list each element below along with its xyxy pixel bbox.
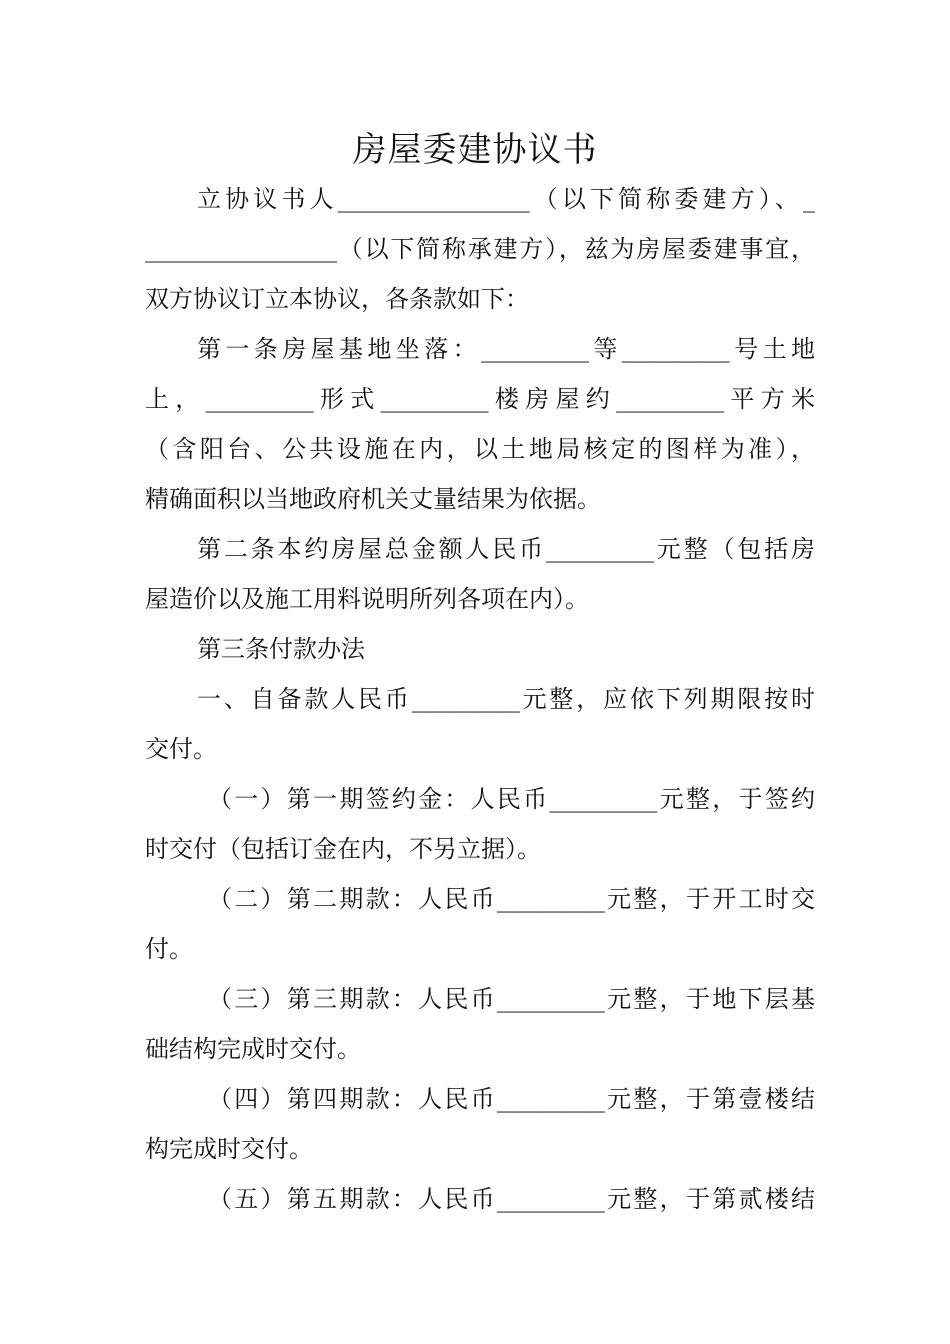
section-heading: 第三条付款办法 [197, 635, 365, 663]
paragraph-line: 上，_________形式_________楼房屋约_________平方米 [145, 385, 815, 413]
paragraph-line: 第二条本约房屋总金额人民币_________元整（包括房 [197, 535, 815, 563]
paragraph-line: （一）第一期签约金：人民币_________元整，于签约 [208, 785, 815, 813]
paragraph-line: 屋造价以及施工用料说明所列各项在内）。 [145, 585, 589, 613]
paragraph-line: （四）第四期款：人民币_________元整，于第壹楼结 [208, 1085, 815, 1113]
paragraph-line: （五）第五期款：人民币_________元整，于第贰楼结 [208, 1185, 815, 1213]
paragraph-line: 立协议书人________________（以下简称委建方）、_ [197, 185, 815, 213]
paragraph-line: 精确面积以当地政府机关丈量结果为依据。 [145, 485, 601, 513]
paragraph-line: （含阳台、公共设施在内，以土地局核定的图样为准）， [145, 435, 815, 463]
paragraph-line: 第一条房屋基地坐落：_________等_________号土地 [197, 335, 815, 363]
paragraph-line: 一、自备款人民币_________元整，应依下列期限按时 [197, 685, 815, 713]
paragraph-line: 付。 [145, 935, 193, 963]
paragraph-line: （二）第二期款：人民币_________元整，于开工时交 [208, 885, 815, 913]
document-title: 房屋委建协议书 [352, 130, 598, 170]
paragraph-line: （三）第三期款：人民币_________元整，于地下层基 [208, 985, 815, 1013]
paragraph-line: 时交付（包括订金在内，不另立据）。 [145, 835, 541, 863]
paragraph-line: 础结构完成时交付。 [145, 1035, 361, 1063]
paragraph-line: 交付。 [145, 735, 217, 763]
paragraph-line: ________________（以下简称承建方），兹为房屋委建事宜， [145, 235, 815, 263]
paragraph-line: 构完成时交付。 [145, 1135, 313, 1163]
paragraph-line: 双方协议订立本协议，各条款如下： [145, 285, 529, 313]
